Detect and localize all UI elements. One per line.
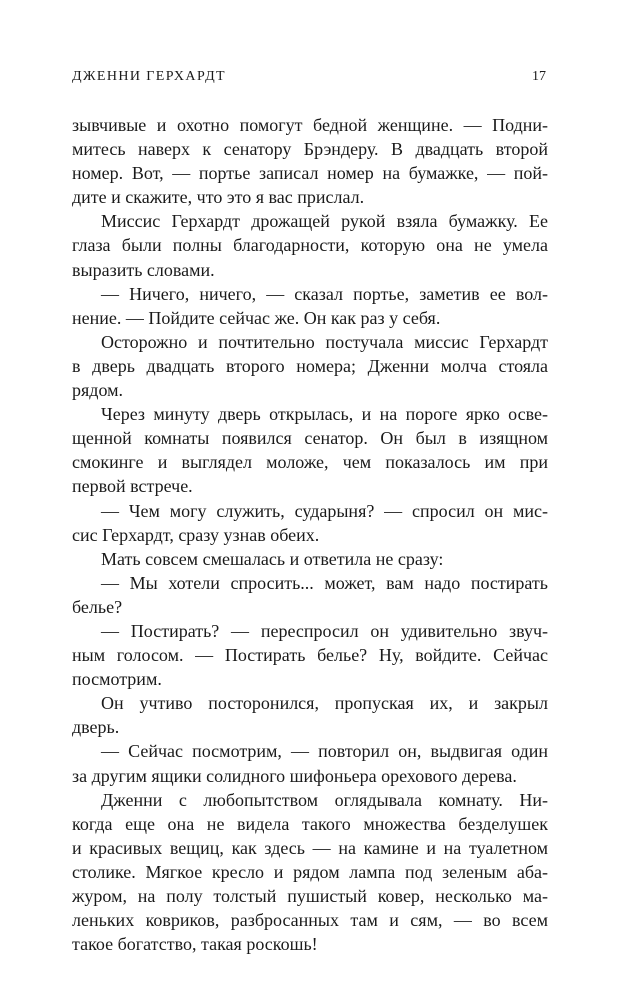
text-line: митесь наверх к сенатору Брэндеру. В двадцать второй: [72, 139, 548, 160]
text-line: — Мы хотели спросить... может, вам надо постирать: [101, 572, 548, 593]
text-line: щенной комнаты появился сенатор. Он был в изящном: [72, 428, 548, 449]
text-line: и красивых вещиц, как здесь — на камине и на туалетном: [72, 837, 548, 858]
text-line: столике. Мягкое кресло и рядом лампа под зеленым аба-: [72, 861, 548, 882]
text-line: Через минуту дверь открылась, и на пороге ярко осве-: [101, 404, 548, 425]
text-line: нение. — Пойдите сейчас же. Он как раз у себя.: [72, 307, 441, 328]
text-line: — Ничего, ничего, — сказал портье, заметив ее вол-: [101, 283, 548, 304]
text-line: леньких ковриков, разбросанных там и сям, — во всем: [72, 910, 548, 931]
text-line: — Постирать? — переспросил он удивительно звуч-: [101, 620, 548, 641]
text-line: Мать совсем смешалась и ответила не сразу:: [101, 548, 444, 569]
text-line: Миссис Герхардт дрожащей рукой взяла бумажку. Ее: [101, 211, 548, 232]
text-line: белье?: [72, 596, 123, 617]
text-line: посмотрим.: [72, 669, 162, 690]
page-number: 17: [532, 69, 546, 84]
text-line: Дженни с любопытством оглядывала комнату. Ни-: [101, 789, 548, 810]
text-line: номер. Вот, — портье записал номер на бумажке, — пой-: [72, 163, 548, 184]
text-line: журом, на полу толстый пушистый ковер, несколько ма-: [72, 886, 548, 906]
body-text: [72, 113, 548, 956]
text-line: первой встрече.: [72, 476, 193, 497]
text-line: смокинге и выглядел моложе, чем показалось им при: [72, 452, 548, 473]
text-line: дверь.: [72, 717, 120, 738]
text-line: ным голосом. — Постирать белье? Ну, войдите. Сейчас: [72, 645, 548, 666]
page-header: [72, 66, 546, 88]
text-line: Он учтиво посторонился, пропуская их, и закрыл: [101, 693, 548, 714]
text-line: — Сейчас посмотрим, — повторил он, выдвигая один: [101, 741, 548, 762]
text-line: рядом.: [72, 380, 123, 401]
text-line: — Чем могу служить, сударыня? — спросил он мис-: [101, 500, 548, 521]
running-title: ДЖЕННИ ГЕРХАРДТ: [72, 69, 226, 84]
text-line: зывчивые и охотно помогут бедной женщине. — Подни-: [72, 115, 548, 135]
text-line: за другим ящики солидного шифоньера орехового дерева.: [72, 765, 517, 786]
text-line: в дверь двадцать второго номера; Дженни молча стояла: [72, 355, 548, 376]
text-line: сис Герхардт, сразу узнав обеих.: [72, 524, 320, 545]
text-line: Осторожно и почтительно постучала миссис Герхардт: [101, 331, 548, 352]
text-line: выразить словами.: [72, 259, 215, 280]
text-line: такое богатство, такая роскошь!: [72, 934, 318, 955]
text-line: дите и скажите, что это я вас прислал.: [72, 187, 365, 208]
text-line: когда еще она не видела такого множества безделушек: [72, 813, 548, 834]
text-line: глаза были полны благодарности, которую она не умела: [72, 235, 548, 256]
